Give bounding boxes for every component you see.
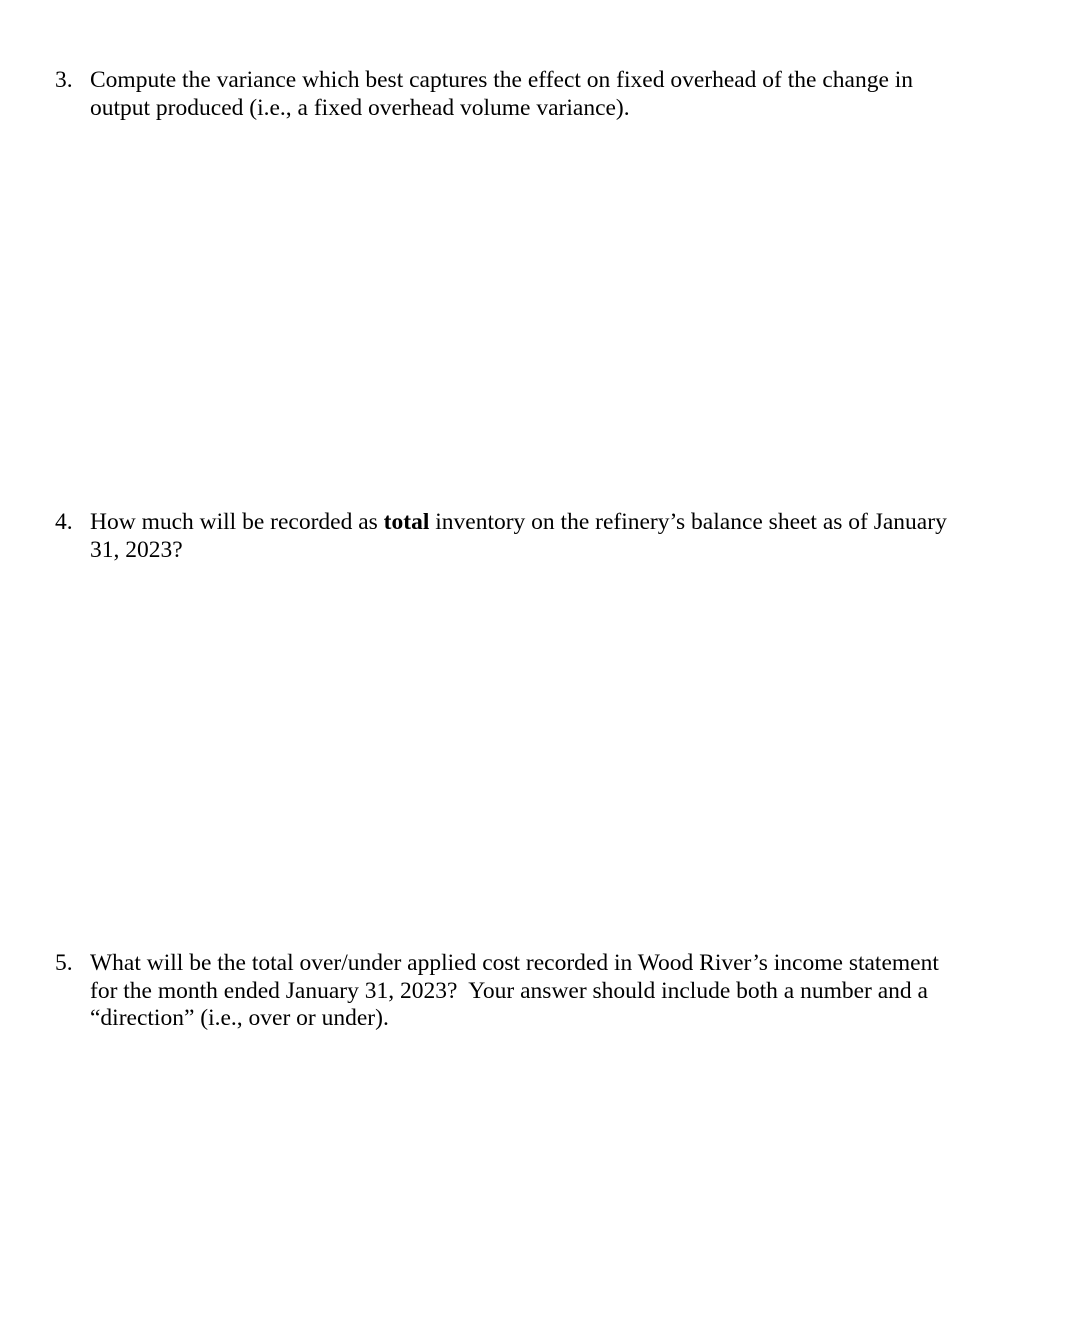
question-text [90,950,995,1033]
emphasis-total: total [383,509,430,535]
question-text-line: 31, 2023? [90,536,183,563]
question-text [90,509,995,564]
question-number: 3. [55,67,73,93]
question-text-line: “direction” (i.e., over or under). [90,1005,389,1031]
question-number: 5. [55,950,73,976]
question-text-line: output produced (i.e., a fixed overhead volume variance). [90,94,630,121]
question-text-line: What will be the total over/under applied cost recorded in Wood River’s income statement [90,950,939,976]
question-text-line: Compute the variance which best captures the effect on fixed overhead of the change in [90,67,914,93]
question-text-segment: inventory on the refinery’s balance sheet as of January [429,509,947,535]
question-3 [55,67,995,122]
question-5 [55,950,995,1033]
question-text-line [90,509,995,537]
question-text [90,67,995,122]
question-number: 4. [55,509,73,535]
question-text-segment: How much will be recorded as [90,509,384,535]
question-4 [55,509,995,564]
question-text-line: for the month ended January 31, 2023? Your answer should include both a number and a [90,977,928,1004]
